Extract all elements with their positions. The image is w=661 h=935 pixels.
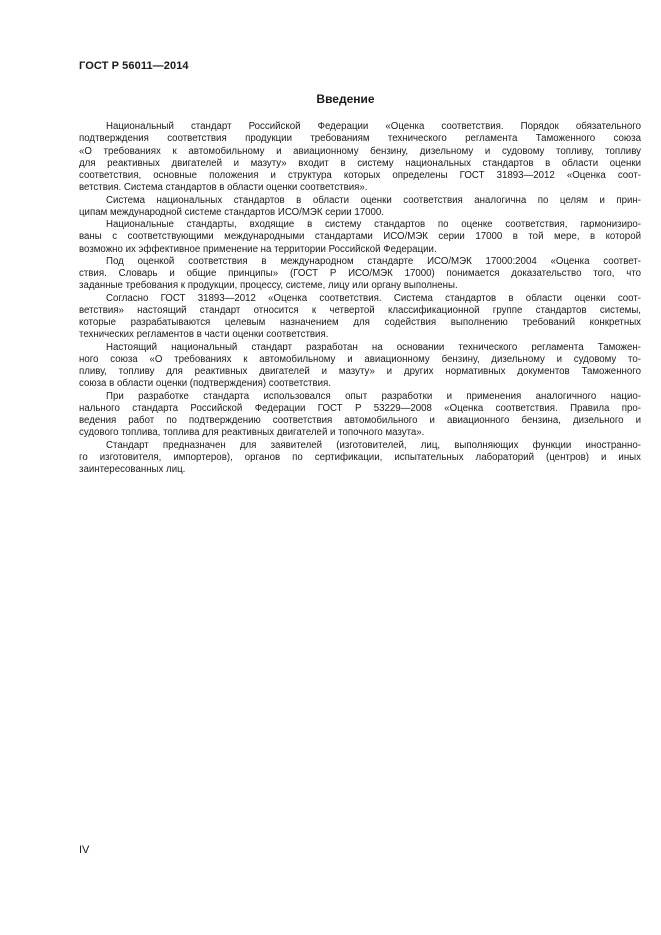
text-line: ветствия» настоящий стандарт относится к четвертой классификационной группе стандартов системы, [79,304,641,316]
text-line: заданные требования к продукции, процессу, системе, лицу или органу выполнены. [79,280,458,292]
text-line: При разработке стандарта использовался опыт разработки и применения аналогичного нацио- [106,390,641,402]
text-line: заинтересованных лиц. [79,464,186,475]
text-line: ципам международной системе стандартов ИСО/МЭК серии 17000. [79,206,384,218]
text-line: Под оценкой соответствия в международном стандарте ИСО/МЭК 17000:2004 «Оценка соответ- [106,255,641,267]
paragraph-4 [79,256,641,293]
text-line: Национальные стандарты, входящие в систему стандартов по оценке соответствия, гармонизиро- [106,219,641,230]
text-line: ветствия. Система стандартов в области оценки соответствия». [79,182,368,194]
paragraph-2 [79,195,641,220]
text-line: ведения работ по подтверждению соответствия автомобильного и авиационного бензина, дизельного и [79,415,641,426]
text-line: Система национальных стандартов в области оценки соответствия аналогична по целям и прин- [106,194,641,206]
paragraph-1 [79,121,641,195]
section-title: Введение [316,92,375,106]
paragraph-8 [79,440,641,477]
text-line: Стандарт предназначен для заявителей (изготовителей, лиц, выполняющих функции иностранно- [106,439,641,451]
text-line: го изготовителя, импортеров), органов по сертификации, испытательных лабораторий (центров) и иных [79,451,641,463]
text-line: ного союза «О требованиях к автомобильному и авиационному бензину, дизельному и судовому то- [79,353,641,365]
text-line: пливу, топливу для реактивных двигателей и мазуту» и других нормативных документов Таможенного [79,366,641,377]
text-line: ствия. Словарь и общие принципы» (ГОСТ Р ИСО/МЭК 17000) понимается доказательство того, что [79,268,641,279]
text-line: подтверждения соответствия продукции требованиям технического регламента Таможенного союза [79,133,641,145]
text-line: Национальный стандарт Российской Федерации «Оценка соответствия. Порядок обязательного [106,121,641,132]
page-number: IV [79,844,90,856]
text-line: Согласно ГОСТ 31893—2012 «Оценка соответствия. Система стандартов в области оценки соот- [106,292,641,304]
text-line: для реактивных двигателей и мазуту» входит в систему национальных стандартов в области оценки [79,157,641,169]
text-line: Настоящий национальный стандарт разработан на основании технического регламента Таможен- [106,341,641,353]
paragraph-5 [79,293,641,342]
text-line: судового топлива, топлива для реактивных двигателей и топочного мазута». [79,427,425,439]
paragraph-6 [79,342,641,391]
text-line: союза в области оценки (подтверждения) соответствия. [79,378,331,390]
introduction-body [79,121,641,476]
text-line: технических регламентов в части оценки соответствия. [79,329,329,341]
text-line: нального стандарта Российской Федерации ГОСТ Р 53229—2008 «Оценка соответствия. Правила про- [79,402,641,414]
text-line: возможно их эффективное применение на территории Российской Федерации. [79,243,437,255]
paragraph-3 [79,219,641,256]
paragraph-7 [79,391,641,440]
text-line: которые разрабатываются целевым назначением для содействия выполнению требований конкретных [79,317,641,328]
text-line: ваны с соответствующими международными стандартами ИСО/МЭК серии 17000 в той мере, в которой [79,231,641,243]
text-line: соответствия, основные положения и структура которых определены ГОСТ 31893—2012 «Оценка соот- [79,170,641,181]
standard-designation: ГОСТ Р 56011—2014 [79,60,189,72]
text-line: «О требованиях к автомобильному и авиационному бензину, дизельному и судовому топливу, топливу [79,145,641,157]
